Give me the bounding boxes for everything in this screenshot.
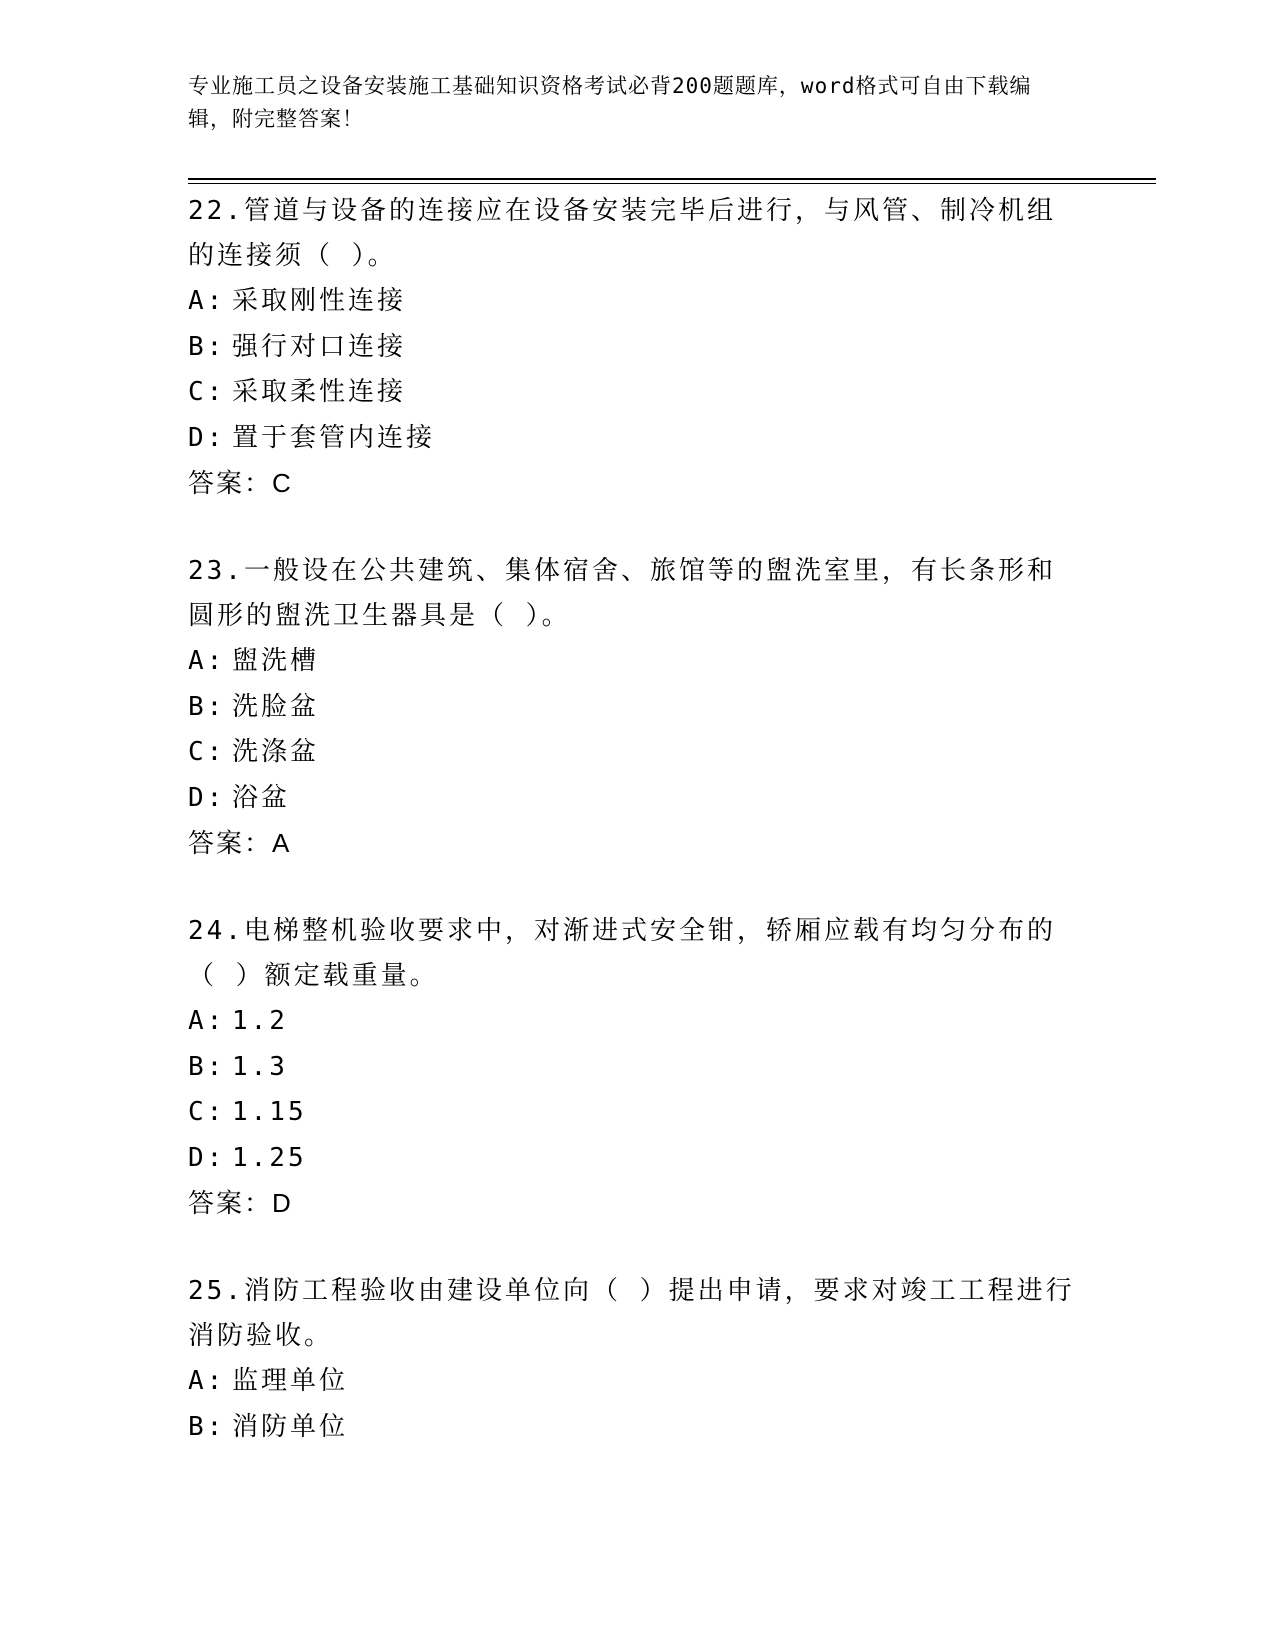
- option-key: C:: [188, 737, 226, 767]
- answer-line: 答案：C: [188, 468, 293, 498]
- option-key: C:: [188, 1097, 226, 1127]
- option-d: [188, 416, 1088, 462]
- question-item: [188, 189, 1088, 506]
- option-text: 盥洗槽: [232, 646, 320, 676]
- question-stem: 24.电梯整机验收要求中，对渐进式安全钳，轿厢应载有均匀分布的（ ）额定载重量。: [188, 916, 1056, 991]
- document-title: 专业施工员之设备安装施工基础知识资格考试必背200题题库，word格式可自由下载编辑，附完整答案！: [188, 74, 1032, 131]
- option-b: [188, 1045, 1088, 1091]
- option-d: [188, 776, 1088, 822]
- header-divider-thin: [188, 183, 1156, 184]
- option-a: [188, 999, 1088, 1045]
- option-text: 洗脸盆: [232, 691, 320, 722]
- option-c: [188, 730, 1088, 776]
- option-key: B:: [188, 1411, 226, 1442]
- option-a: [188, 1359, 1088, 1405]
- question-item: [188, 1269, 1088, 1450]
- option-key: B:: [188, 691, 226, 722]
- option-key: D:: [188, 782, 226, 813]
- answer-line: 答案：D: [188, 1188, 293, 1218]
- question-stem: 22.管道与设备的连接应在设备安装完毕后进行，与风管、制冷机组的连接须（ ）。: [188, 196, 1056, 271]
- header-divider-thick: [188, 178, 1156, 180]
- option-a: [188, 279, 1088, 325]
- question-item: [188, 909, 1088, 1226]
- answer-line: 答案：A: [188, 828, 292, 858]
- option-text: 洗涤盆: [232, 737, 320, 767]
- option-key: C:: [188, 377, 226, 407]
- option-text: 1.3: [232, 1051, 288, 1082]
- option-b: [188, 325, 1088, 371]
- option-key: A:: [188, 286, 226, 316]
- question-item: [188, 549, 1088, 866]
- option-b: [188, 685, 1088, 731]
- option-text: 1.2: [232, 1006, 288, 1036]
- option-text: 采取柔性连接: [232, 377, 407, 407]
- option-text: 监理单位: [232, 1366, 349, 1396]
- option-text: 1.15: [232, 1097, 307, 1127]
- option-a: [188, 639, 1088, 685]
- option-text: 消防单位: [232, 1411, 349, 1442]
- question-stem: 23.一般设在公共建筑、集体宿舍、旅馆等的盥洗室里，有长条形和圆形的盥洗卫生器具是（ ）。: [188, 556, 1056, 631]
- option-key: D:: [188, 422, 226, 453]
- option-c: [188, 1090, 1088, 1136]
- option-key: A:: [188, 1006, 226, 1036]
- option-d: [188, 1136, 1088, 1182]
- option-text: 强行对口连接: [232, 331, 407, 362]
- option-text: 置于套管内连接: [232, 422, 436, 453]
- option-key: D:: [188, 1142, 226, 1173]
- option-b: [188, 1405, 1088, 1451]
- question-list: [188, 189, 1088, 1493]
- option-key: B:: [188, 331, 226, 362]
- option-text: 浴盆: [232, 782, 291, 813]
- option-key: A:: [188, 1366, 226, 1396]
- question-stem: 25.消防工程验收由建设单位向（ ）提出申请，要求对竣工工程进行消防验收。: [188, 1276, 1075, 1351]
- option-text: 采取刚性连接: [232, 286, 407, 316]
- option-key: B:: [188, 1051, 226, 1082]
- option-key: A:: [188, 646, 226, 676]
- option-text: 1.25: [232, 1142, 307, 1173]
- option-c: [188, 370, 1088, 416]
